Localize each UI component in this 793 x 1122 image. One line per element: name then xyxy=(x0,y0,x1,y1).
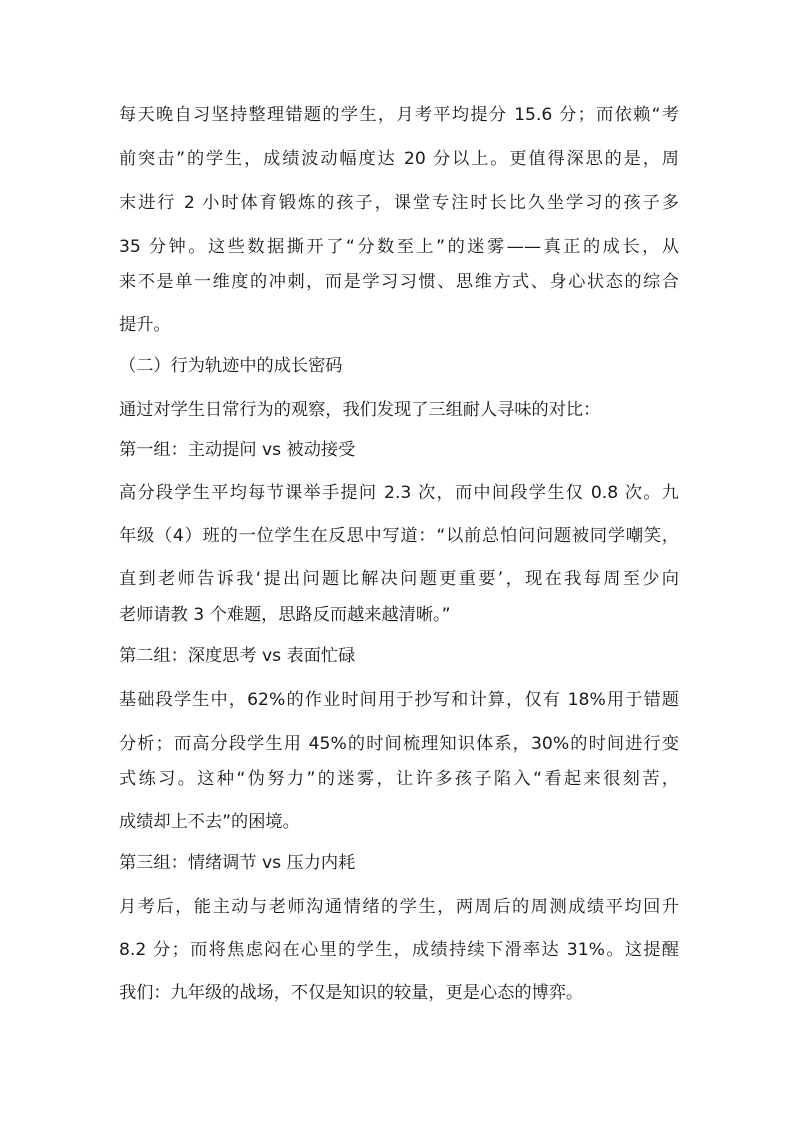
section-subheading: （二）行为轨迹中的成长密码 xyxy=(119,356,343,376)
paragraph-line: 35 分钟。这些数据撕开了“分数至上”的迷雾——真正的成长，从 xyxy=(119,237,679,257)
paragraph-line: 提升。 xyxy=(119,315,171,335)
group-title: 第一组：主动提问 vs 被动接受 xyxy=(119,440,356,460)
group-title: 第二组：深度思考 vs 表面忙碌 xyxy=(119,646,356,666)
paragraph-line: 前突击”的学生，成绩波动幅度达 20 分以上。更值得深思的是，周 xyxy=(119,149,679,169)
paragraph-line: 通过对学生日常行为的观察，我们发现了三组耐人寻味的对比： xyxy=(119,400,601,420)
paragraph-line: 每天晚自习坚持整理错题的学生，月考平均提分 15.6 分；而依赖“考 xyxy=(119,105,679,125)
paragraph-line: 8.2 分；而将焦虑闷在心里的学生，成绩持续下滑率达 31%。这提醒 xyxy=(119,940,679,960)
paragraph-line: 高分段学生平均每节课举手提问 2.3 次，而中间段学生仅 0.8 次。九 xyxy=(119,483,679,503)
paragraph-line: 直到老师告诉我‘提出问题比解决问题更重要’，现在我每周至少向 xyxy=(119,569,679,589)
paragraph-line: 式练习。这种“伪努力”的迷雾，让许多孩子陷入“看起来很刻苦， xyxy=(119,769,679,789)
paragraph-line: 老师请教 3 个难题，思路反而越来越清晰。” xyxy=(119,605,451,625)
paragraph-line: 分析；而高分段学生用 45%的时间梳理知识体系，30%的时间进行变 xyxy=(119,734,679,754)
paragraph-line: 来不是单一维度的冲刺，而是学习习惯、思维方式、身心状态的综合 xyxy=(119,272,679,292)
paragraph-line: 年级（4）班的一位学生在反思中写道：“以前总怕问问题被同学嘲笑， xyxy=(119,526,679,546)
group-title: 第三组：情绪调节 vs 压力内耗 xyxy=(119,853,356,873)
paragraph-line: 月考后，能主动与老师沟通情绪的学生，两周后的周测成绩平均回升 xyxy=(119,897,679,917)
paragraph-line: 成绩却上不去”的困境。 xyxy=(119,812,300,832)
paragraph-line: 末进行 2 小时体育锻炼的孩子，课堂专注时长比久坐学习的孩子多 xyxy=(119,193,679,213)
paragraph-line: 基础段学生中，62%的作业时间用于抄写和计算，仅有 18%用于错题 xyxy=(119,690,679,710)
paragraph-line: 我们：九年级的战场，不仅是知识的较量，更是心态的博弈。 xyxy=(119,983,584,1003)
